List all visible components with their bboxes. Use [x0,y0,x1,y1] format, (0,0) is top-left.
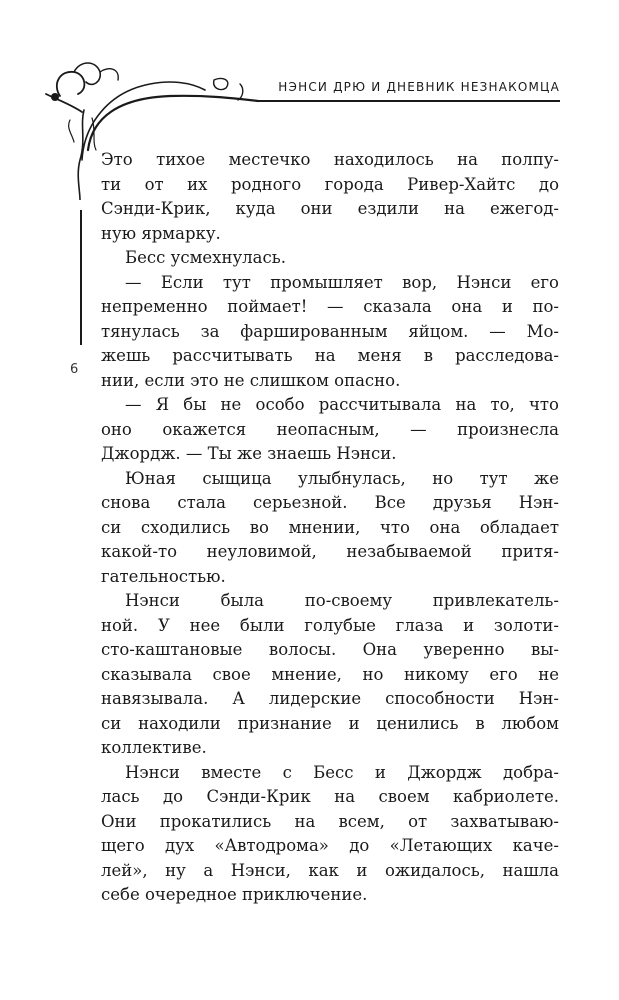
header-rule [258,100,560,102]
text-line: — Если тут промышляет вор, Нэнси его [125,272,559,292]
text-line: — Я бы не особо рассчитывала на то, что [125,395,559,414]
page-number: 6 [70,362,79,377]
text-line: непременно поймает! — сказала она и по- [101,297,559,316]
text-line: си сходились во мнении, что она обладает [101,517,559,537]
text-line: навязывала. А лидерские способности Нэн- [101,689,559,708]
text-line: тянулась за фаршированным яйцом. — Мо- [101,321,559,341]
running-head: НЭНСИ ДРЮ И ДНЕВНИК НЕЗНАКОМЦА [278,80,560,94]
text-line: жешь рассчитывать на меня в расследова- [101,346,559,365]
text-line: Нэнси вместе с Бесс и Джордж добра- [125,762,559,782]
text-line: гательностью. [101,566,226,586]
text-line: Сэнди-Крик, куда они ездили на ежегод- [101,199,559,218]
text-line: снова стала серьезной. Все друзья Нэн- [101,493,559,512]
text-line: лась до Сэнди-Крик на своем кабриолете. [101,787,559,806]
text-line: ти от их родного города Ривер-Хайтс до [101,174,559,194]
text-line: Юная сыщица улыбнулась, но тут же [125,468,559,488]
text-line: какой-то неуловимой, незабываемой притя- [101,542,559,561]
text-line: ной. У нее были голубые глаза и золоти- [101,615,559,635]
text-line: щего дух «Автодрома» до «Летающих каче- [101,836,559,855]
text-line: сказывала свое мнение, но никому его не [101,664,559,684]
margin-rule [80,210,82,345]
text-line: Это тихое местечко находилось на полпу- [101,150,559,169]
text-line: Они прокатились на всем, от захватываю- [101,811,559,831]
text-line: Бесс усмехнулась. [125,248,286,267]
text-line: оно окажется неопасным, — произнесла [101,419,559,439]
text-line: коллективе. [101,738,207,757]
text-line: нии, если это не слишком опасно. [101,370,401,390]
text-line: си находили признание и ценились в любом [101,713,559,733]
text-line: Нэнси была по-своему привлекатель- [125,591,559,610]
text-line: ную ярмарку. [101,223,221,243]
text-line: себе очередное приключение. [101,885,368,904]
text-line: Джордж. — Ты же знаешь Нэнси. [101,444,397,463]
text-line: лей», ну а Нэнси, как и ожидалось, нашла [101,860,559,880]
text-line: сто-каштановые волосы. Она уверенно вы- [101,640,559,659]
body-text [101,148,559,908]
